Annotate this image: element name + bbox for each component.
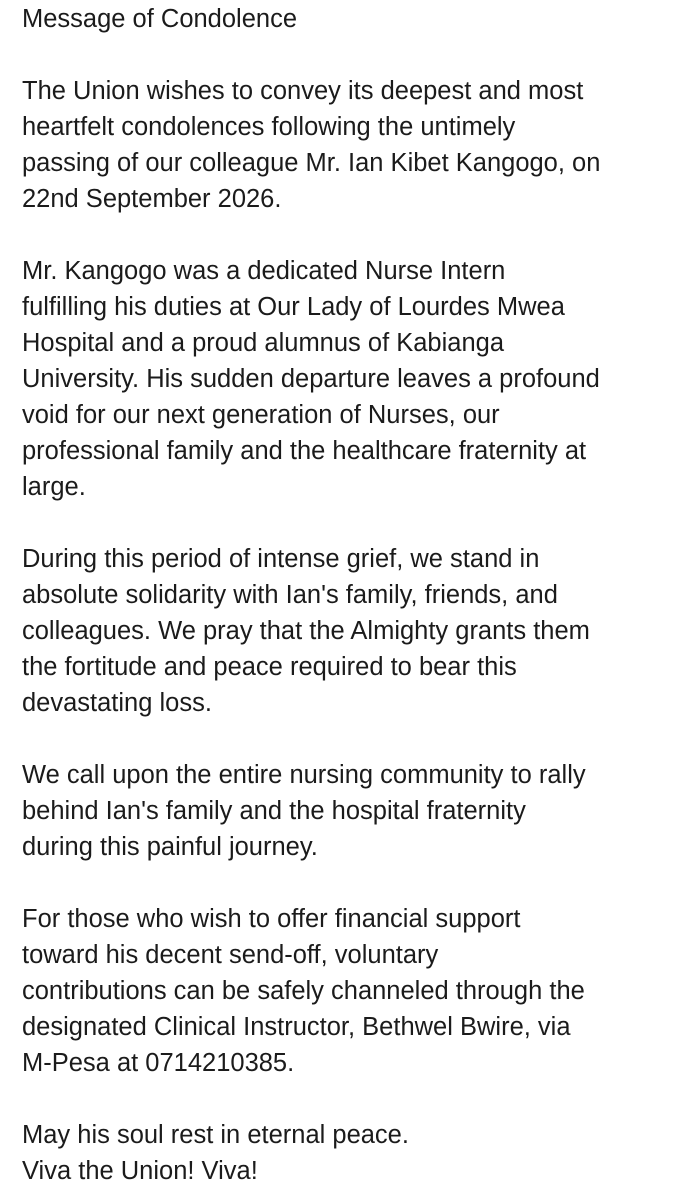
paragraph-line: void for our next generation of Nurses, our bbox=[22, 401, 500, 429]
paragraph-contributions bbox=[22, 901, 672, 1081]
paragraph-line: For those who wish to offer financial support bbox=[22, 905, 521, 933]
paragraph-line: Mr. Kangogo was a dedicated Nurse Intern bbox=[22, 257, 506, 285]
paragraph-line: designated Clinical Instructor, Bethwel Bwire, via bbox=[22, 1013, 571, 1041]
paragraph-line: Hospital and a proud alumnus of Kabianga bbox=[22, 329, 504, 357]
paragraph-line: absolute solidarity with Ian's family, friends, and bbox=[22, 581, 558, 609]
paragraph-line: behind Ian's family and the hospital fraternity bbox=[22, 797, 526, 825]
paragraph-line: M-Pesa at 0714210385. bbox=[22, 1049, 295, 1077]
paragraph-line: contributions can be safely channeled through the bbox=[22, 977, 585, 1005]
paragraph-line: 22nd September 2026. bbox=[22, 185, 282, 213]
closing-line: May his soul rest in eternal peace. bbox=[22, 1121, 409, 1149]
paragraph-call-to-rally bbox=[22, 757, 672, 865]
closing-lines bbox=[22, 1117, 672, 1189]
paragraph-line: during this painful journey. bbox=[22, 833, 318, 861]
closing-line: Viva the Union! Viva! bbox=[22, 1157, 258, 1185]
paragraph-line: colleagues. We pray that the Almighty grants them bbox=[22, 617, 590, 645]
paragraph-solidarity bbox=[22, 541, 672, 721]
paragraph-line: heartfelt condolences following the untimely bbox=[22, 113, 516, 141]
paragraph-biography bbox=[22, 253, 672, 505]
message-title bbox=[22, 1, 672, 37]
paragraph-line: We call upon the entire nursing community to rally bbox=[22, 761, 586, 789]
paragraph-line: devastating loss. bbox=[22, 689, 212, 717]
paragraph-line: the fortitude and peace required to bear this bbox=[22, 653, 517, 681]
paragraph-line: professional family and the healthcare fraternity at bbox=[22, 437, 587, 465]
paragraph-line: passing of our colleague Mr. Ian Kibet Kangogo, on bbox=[22, 149, 601, 177]
paragraph-line: University. His sudden departure leaves a profound bbox=[22, 365, 600, 393]
paragraph-line: The Union wishes to convey its deepest and most bbox=[22, 77, 584, 105]
paragraph-tribute bbox=[22, 73, 672, 217]
title-line: Message of Condolence bbox=[22, 5, 298, 33]
condolence-message bbox=[22, 1, 672, 1189]
paragraph-line: fulfilling his duties at Our Lady of Lourdes Mwea bbox=[22, 293, 565, 321]
paragraph-line: toward his decent send-off, voluntary bbox=[22, 941, 439, 969]
paragraph-line: During this period of intense grief, we stand in bbox=[22, 545, 540, 573]
paragraph-line: large. bbox=[22, 473, 86, 501]
